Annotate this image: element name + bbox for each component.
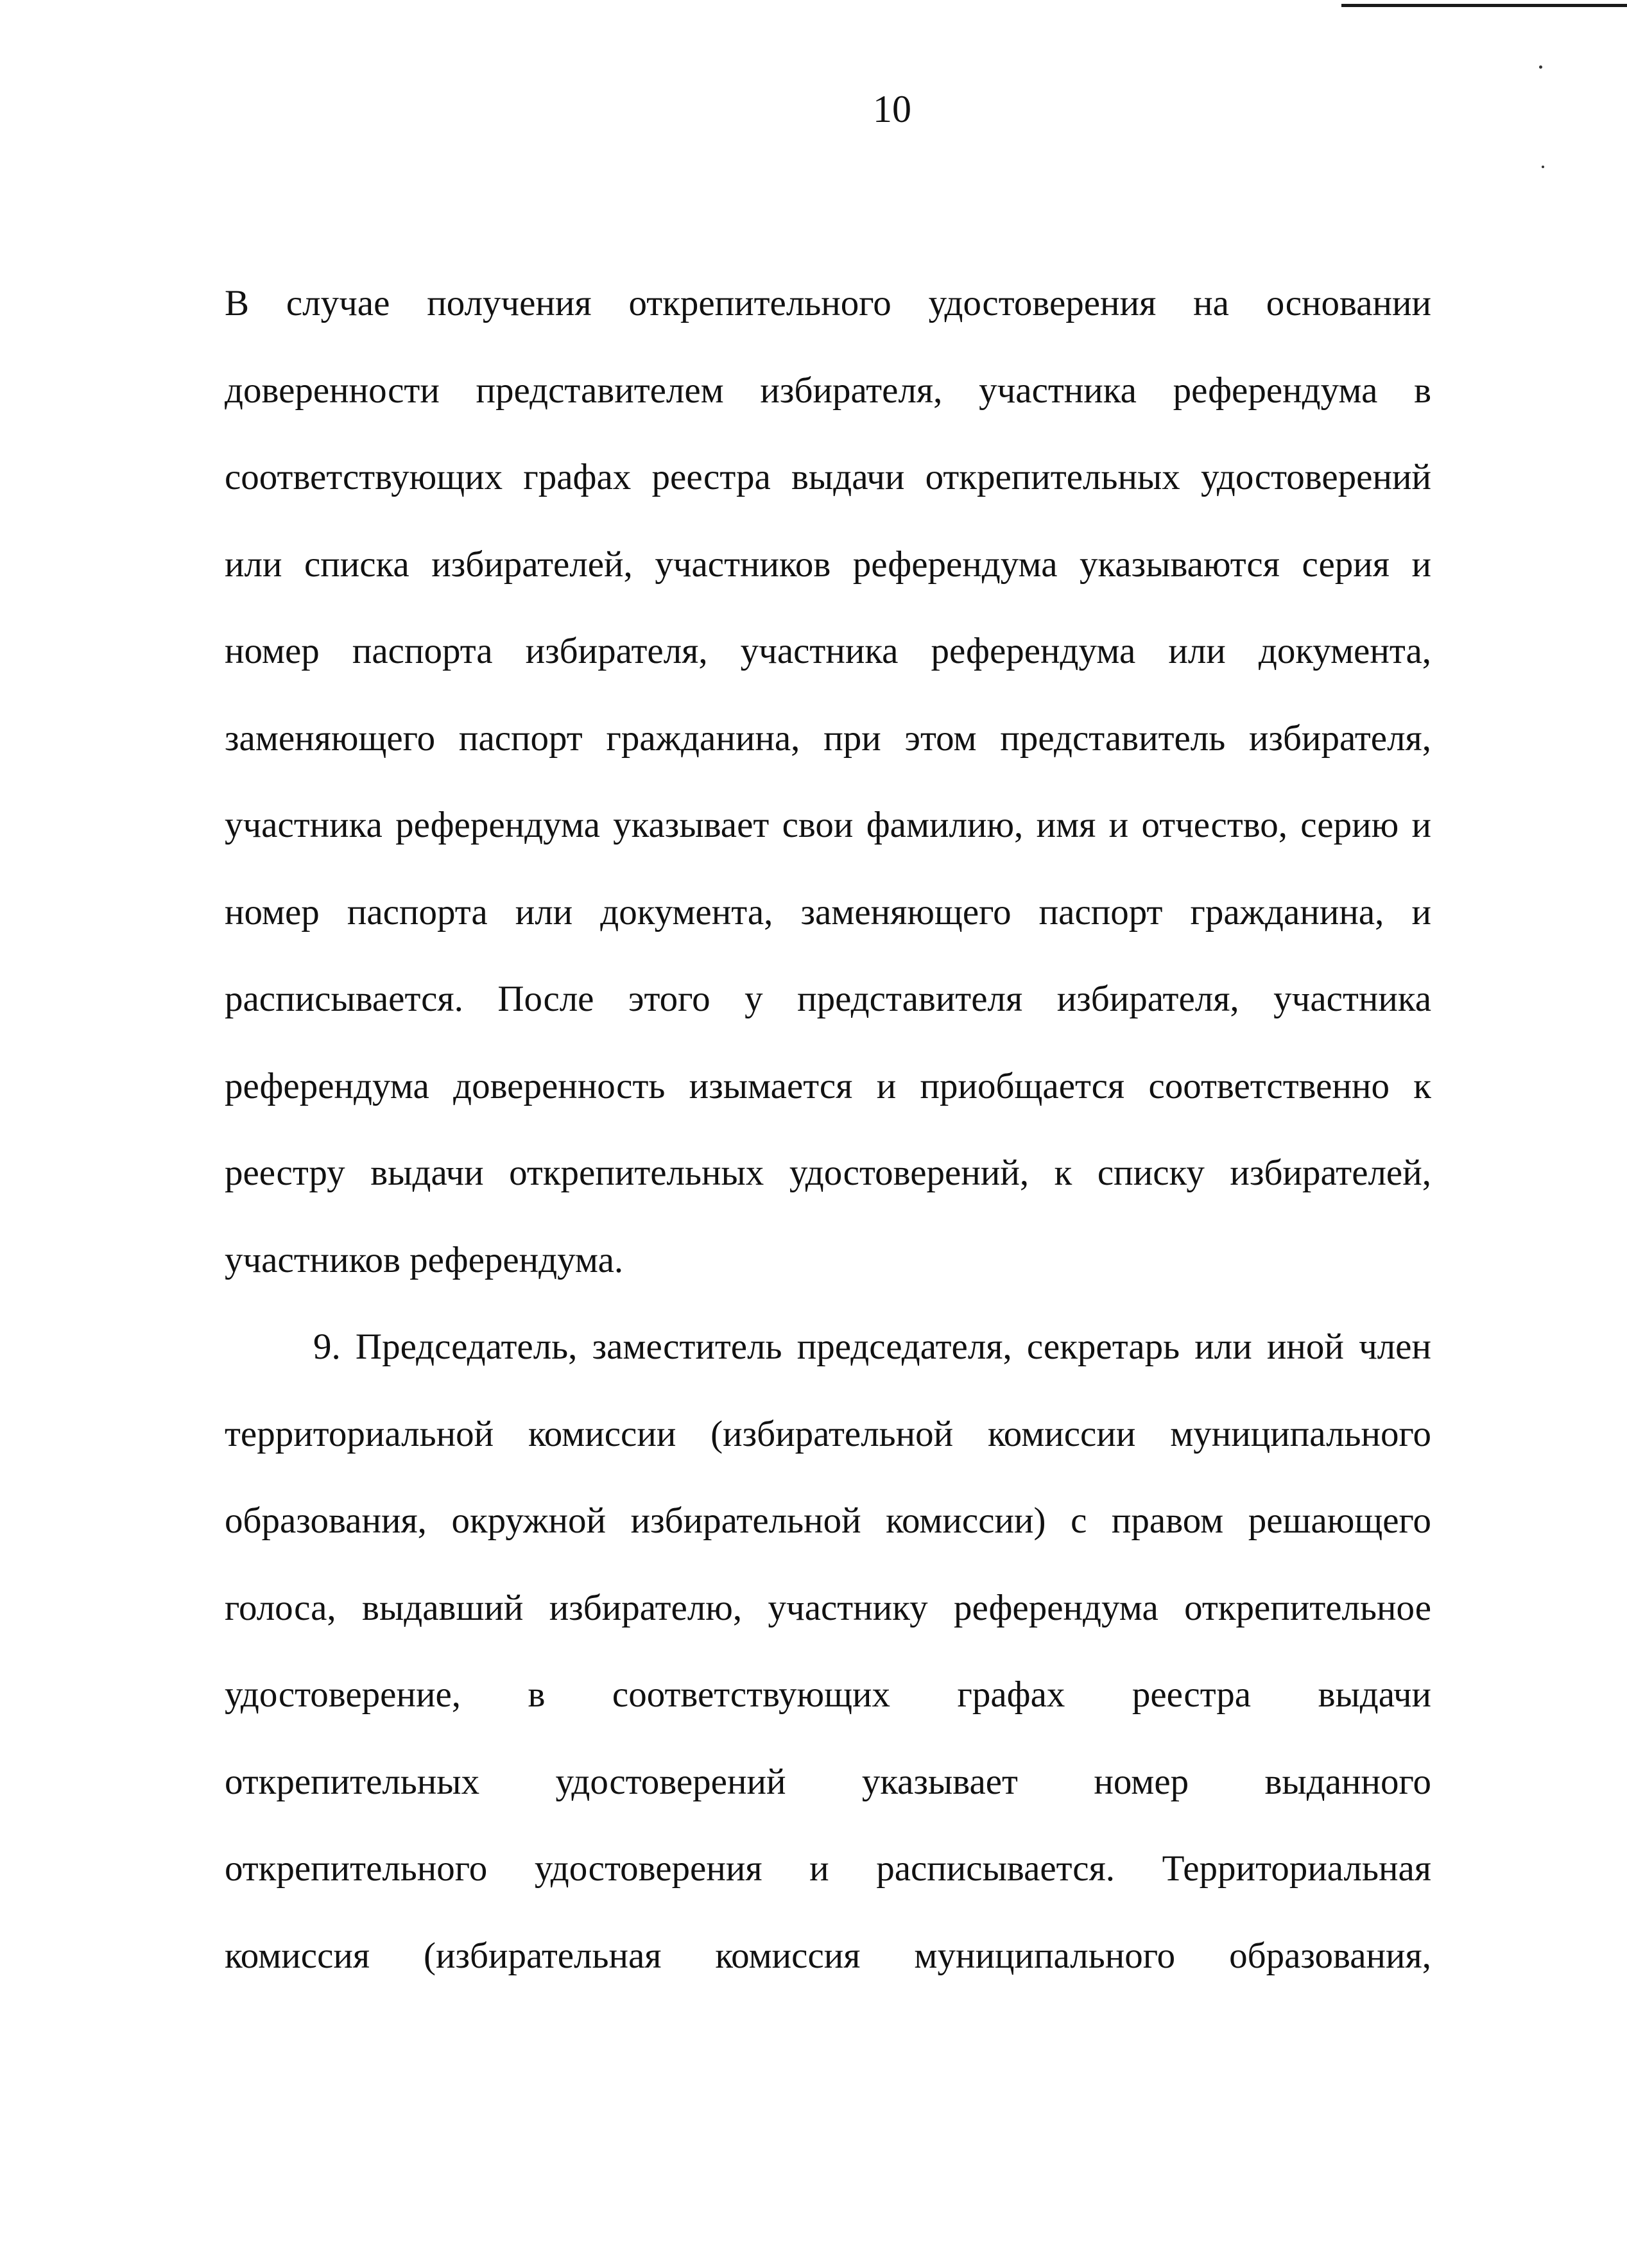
text-line: номер паспорта избирателя, участника референдума или документа, <box>225 631 1431 671</box>
text-line: голоса, выдавший избирателю, участнику референдума открепительное <box>225 1587 1431 1628</box>
text-line: доверенности представителем избирателя, участника референдума в <box>225 370 1431 411</box>
text-line: В случае получения открепительного удостоверения на основании <box>225 283 1431 323</box>
page-number: 10 <box>873 88 911 130</box>
scan-speck <box>1542 166 1544 168</box>
text-line: реестру выдачи открепительных удостоверений, к списку избирателей, <box>225 1153 1431 1193</box>
text-line: открепительного удостоверения и расписывается. Территориальная <box>225 1848 1431 1889</box>
scan-speck <box>1539 65 1542 69</box>
document-body <box>225 260 1431 1999</box>
text-line: номер паспорта или документа, заменяющего паспорт гражданина, и <box>225 891 1431 932</box>
text-line: открепительных удостоверений указывает номер выданного <box>225 1761 1431 1802</box>
text-line: удостоверение, в соответствующих графах реестра выдачи <box>225 1674 1431 1715</box>
text-line: референдума доверенность изымается и приобщается соответственно к <box>225 1065 1431 1106</box>
scan-edge-rule <box>1341 4 1627 7</box>
text-line: заменяющего паспорт гражданина, при этом представитель избирателя, <box>225 717 1431 759</box>
text-line: территориальной комиссии (избирательной комиссии муниципального <box>225 1413 1431 1454</box>
text-line: 9. Председатель, заместитель председателя, секретарь или иной член <box>313 1327 1431 1367</box>
text-line: участников референдума. <box>225 1239 624 1280</box>
text-line: или списка избирателей, участников референдума указываются серия и <box>225 544 1431 585</box>
text-line: комиссия (избирательная комиссия муниципального образования, <box>225 1935 1431 1976</box>
text-line: участника референдума указывает свои фамилию, имя и отчество, серию и <box>225 805 1431 845</box>
text-line: образования, окружной избирательной комиссии) с правом решающего <box>225 1500 1431 1541</box>
text-line: расписывается. После этого у представителя избирателя, участника <box>225 979 1431 1019</box>
text-line: соответствующих графах реестра выдачи открепительных удостоверений <box>225 457 1431 497</box>
